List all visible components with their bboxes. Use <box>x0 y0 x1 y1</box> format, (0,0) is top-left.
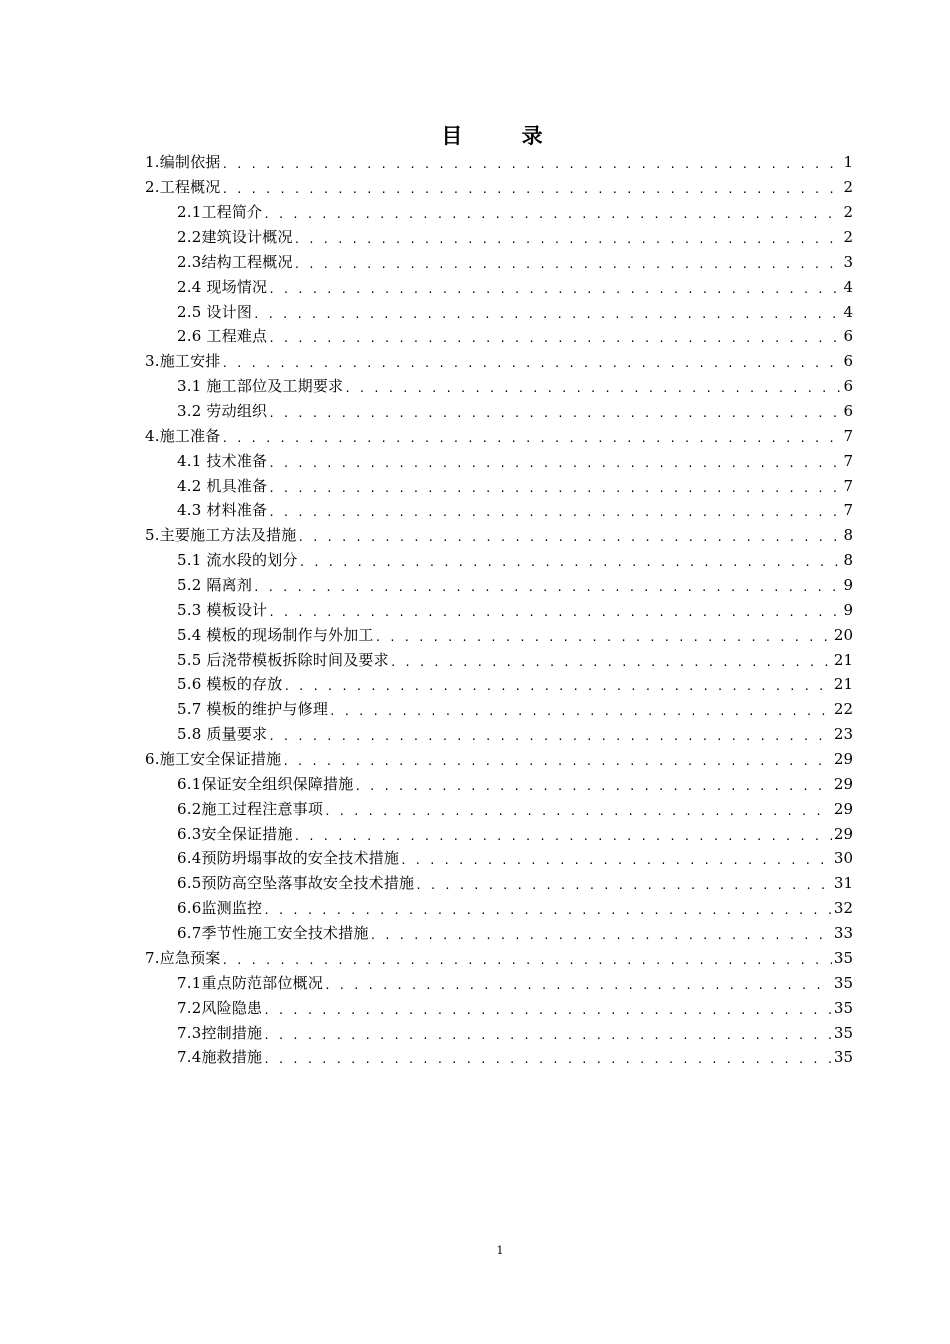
toc-dot-leader <box>344 379 841 399</box>
toc-entry-page-number: 3 <box>843 252 853 271</box>
toc-entry[interactable] <box>145 846 853 871</box>
toc-entry[interactable] <box>145 597 853 622</box>
toc-dot-leader <box>268 280 841 300</box>
toc-entry-page-number: 9 <box>843 576 853 595</box>
toc-entry-page-number: 35 <box>833 973 853 992</box>
toc-entry-label: 2.2建筑设计概况 <box>177 228 293 246</box>
toc-entry-page-number: 9 <box>843 600 853 619</box>
toc-dot-leader <box>222 354 842 374</box>
toc-entry-label: 6.施工安全保证措施 <box>145 750 282 769</box>
toc-dot-leader <box>263 1050 832 1070</box>
toc-dot-leader <box>222 155 842 175</box>
toc-entry-label: 6.3安全保证措施 <box>177 824 293 843</box>
toc-dot-leader <box>298 528 842 548</box>
toc-dot-leader <box>268 479 841 499</box>
toc-entry[interactable] <box>145 523 853 548</box>
toc-entry[interactable] <box>145 1045 853 1070</box>
toc-entry-page-number: 7 <box>843 426 853 445</box>
toc-entry-page-number: 2 <box>843 203 853 222</box>
toc-entry[interactable] <box>145 946 853 971</box>
toc-entry[interactable] <box>145 225 853 250</box>
toc-dot-leader <box>324 802 832 822</box>
toc-entry-page-number: 2 <box>843 178 853 197</box>
toc-entry-label: 5.4 模板的现场制作与外加工 <box>177 625 374 644</box>
toc-entry[interactable] <box>145 249 853 274</box>
toc-entry-page-number: 29 <box>833 750 853 769</box>
toc-entry[interactable] <box>145 896 853 921</box>
toc-entry[interactable] <box>145 722 853 747</box>
toc-entry-label: 7.应急预案 <box>145 948 221 967</box>
toc-entry-page-number: 33 <box>833 924 853 943</box>
toc-dot-leader <box>268 727 832 747</box>
toc-entry-page-number: 6 <box>843 402 853 421</box>
toc-dot-leader <box>253 305 841 325</box>
toc-entry[interactable] <box>145 299 853 324</box>
toc-entry[interactable] <box>145 573 853 598</box>
toc-entry-label: 6.6监测监控 <box>177 899 263 918</box>
toc-entry[interactable] <box>145 796 853 821</box>
toc-entry-page-number: 1 <box>843 153 853 172</box>
toc-entry-label: 2.1工程简介 <box>177 203 263 222</box>
toc-dot-leader <box>324 976 832 996</box>
toc-entry-label: 3.1 施工部位及工期要求 <box>177 377 344 396</box>
toc-entry[interactable] <box>145 448 853 473</box>
toc-entry[interactable] <box>145 697 853 722</box>
toc-dot-leader <box>294 255 842 275</box>
toc-entry-page-number: 20 <box>833 625 853 644</box>
toc-entry-page-number: 21 <box>833 675 853 694</box>
toc-entry-label: 5.6 模板的存放 <box>177 675 283 694</box>
toc-entry[interactable] <box>145 672 853 697</box>
toc-entry-page-number: 8 <box>843 551 853 570</box>
toc-entry-page-number: 35 <box>833 1048 853 1067</box>
toc-entry[interactable] <box>145 747 853 772</box>
toc-entry-label: 3.2 劳动组织 <box>177 402 268 421</box>
toc-entry[interactable] <box>145 175 853 200</box>
toc-entry-label: 7.3控制措施 <box>177 1023 263 1042</box>
toc-entry-page-number: 21 <box>833 650 853 669</box>
toc-entry-label: 4.施工准备 <box>145 426 221 445</box>
toc-entry[interactable] <box>145 771 853 796</box>
toc-entry-page-number: 35 <box>833 1023 853 1042</box>
toc-dot-leader <box>354 777 831 797</box>
toc-entry[interactable] <box>145 995 853 1020</box>
toc-entry-label: 3.施工安排 <box>145 352 221 371</box>
toc-dot-leader <box>263 901 832 921</box>
toc-entry-page-number: 4 <box>843 302 853 321</box>
toc-dot-leader <box>282 752 832 772</box>
toc-dot-leader <box>299 553 842 573</box>
toc-entry-page-number: 35 <box>833 948 853 967</box>
toc-entry-label: 1.编制依据 <box>145 153 221 172</box>
toc-entry-page-number: 7 <box>843 501 853 520</box>
toc-dot-leader <box>294 230 842 250</box>
toc-dot-leader <box>263 205 841 225</box>
toc-entry-page-number: 32 <box>833 899 853 918</box>
toc-entry-label: 6.1保证安全组织保障措施 <box>177 774 354 793</box>
document-title: 目 录 <box>441 123 569 148</box>
toc-entry[interactable] <box>145 349 853 374</box>
toc-entry-label: 5.3 模板设计 <box>177 600 268 619</box>
toc-entry-page-number: 7 <box>843 476 853 495</box>
toc-entry-page-number: 29 <box>833 824 853 843</box>
toc-entry-label: 7.4施救措施 <box>177 1048 263 1067</box>
toc-entry-page-number: 4 <box>843 277 853 296</box>
toc-entry[interactable] <box>145 647 853 672</box>
toc-entry-label: 2.4 现场情况 <box>177 277 268 296</box>
toc-entry-label: 2.工程概况 <box>145 178 221 197</box>
toc-entry-label: 2.6 工程难点 <box>177 327 268 346</box>
toc-entry-label: 7.2风险隐患 <box>177 998 263 1017</box>
toc-entry-page-number: 7 <box>843 451 853 470</box>
toc-dot-leader <box>283 677 831 697</box>
toc-entry-page-number: 6 <box>843 352 853 371</box>
toc-entry-page-number: 30 <box>833 849 853 868</box>
toc-entry[interactable] <box>145 498 853 523</box>
toc-entry-label: 6.4预防坍塌事故的安全技术措施 <box>177 849 400 868</box>
toc-entry-label: 7.1重点防范部位概况 <box>177 973 324 992</box>
toc-dot-leader <box>268 404 841 424</box>
toc-entry[interactable] <box>145 821 853 846</box>
toc-entry-label: 5.主要施工方法及措施 <box>145 526 297 545</box>
toc-dot-leader <box>253 578 841 598</box>
toc-entry-label: 5.8 质量要求 <box>177 725 268 744</box>
toc-dot-leader <box>222 180 842 200</box>
toc-dot-leader <box>268 603 841 623</box>
toc-entry[interactable] <box>145 324 853 349</box>
toc-entry-label: 2.5 设计图 <box>177 302 253 321</box>
toc-entry-label: 6.7季节性施工安全技术措施 <box>177 924 369 943</box>
toc-entry-page-number: 6 <box>843 377 853 396</box>
toc-entry[interactable] <box>145 374 853 399</box>
toc-entry-label: 6.5预防高空坠落事故安全技术措施 <box>177 874 415 893</box>
footer-page-number: 1 <box>496 1244 504 1257</box>
toc-entry-page-number: 29 <box>833 774 853 793</box>
toc-entry-page-number: 22 <box>833 700 853 719</box>
toc-dot-leader <box>268 503 841 523</box>
toc-entry-page-number: 35 <box>833 998 853 1017</box>
toc-dot-leader <box>415 876 832 896</box>
toc-dot-leader <box>390 653 832 673</box>
toc-entry[interactable] <box>145 548 853 573</box>
toc-entry[interactable] <box>145 399 853 424</box>
toc-entry[interactable] <box>145 473 853 498</box>
toc-entry-label: 4.1 技术准备 <box>177 451 268 470</box>
toc-entry-page-number: 29 <box>833 799 853 818</box>
toc-entry[interactable] <box>145 871 853 896</box>
toc-entry-page-number: 6 <box>843 327 853 346</box>
toc-entry-label: 6.2施工过程注意事项 <box>177 799 324 818</box>
toc-entry-label: 5.1 流水段的划分 <box>177 551 298 570</box>
toc-entry[interactable] <box>145 423 853 448</box>
toc-entry-page-number: 8 <box>843 526 853 545</box>
toc-entry[interactable] <box>145 622 853 647</box>
toc-dot-leader <box>263 1001 832 1021</box>
toc-entry[interactable] <box>145 150 853 175</box>
toc-entry-label: 4.2 机具准备 <box>177 476 268 495</box>
toc-dot-leader <box>268 329 841 349</box>
toc-entry[interactable] <box>145 970 853 995</box>
toc-dot-leader <box>294 827 832 847</box>
toc-dot-leader <box>375 628 832 648</box>
toc-dot-leader <box>263 1026 832 1046</box>
toc-entry-label: 5.5 后浇带模板拆除时间及要求 <box>177 650 389 669</box>
toc-entry-label: 4.3 材料准备 <box>177 501 268 520</box>
toc-dot-leader <box>400 851 832 871</box>
toc-dot-leader <box>370 926 832 946</box>
toc-entry-label: 2.3结构工程概况 <box>177 252 293 271</box>
toc-entry-page-number: 31 <box>833 874 853 893</box>
toc-dot-leader <box>222 951 832 971</box>
toc-dot-leader <box>268 454 841 474</box>
toc-entry-label: 5.2 隔离剂 <box>177 576 253 595</box>
table-of-contents <box>145 150 853 1070</box>
toc-entry-page-number: 2 <box>843 228 853 246</box>
toc-entry-label: 5.7 模板的维护与修理 <box>177 700 329 719</box>
toc-entry-page-number: 23 <box>833 725 853 744</box>
toc-entry[interactable] <box>145 200 853 225</box>
toc-entry[interactable] <box>145 1020 853 1045</box>
toc-dot-leader <box>329 702 832 722</box>
toc-entry[interactable] <box>145 921 853 946</box>
toc-dot-leader <box>222 429 842 449</box>
toc-entry[interactable] <box>145 274 853 299</box>
